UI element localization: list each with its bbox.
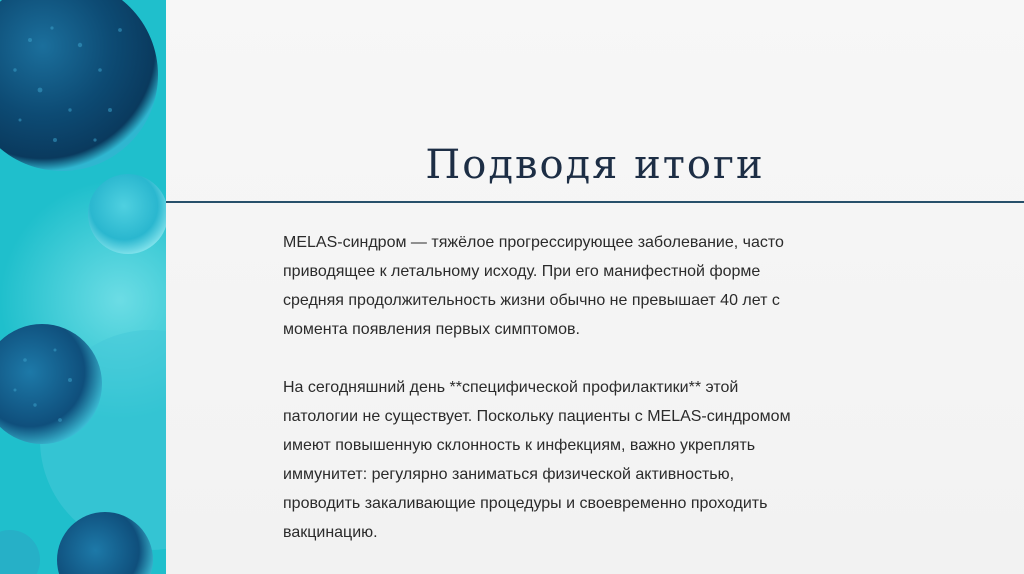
title-divider	[166, 201, 1024, 203]
title-area	[166, 120, 1024, 202]
cell-small-bright	[88, 174, 166, 254]
slide-body	[283, 228, 923, 547]
body-paragraph-2: На сегодняшний день **специфической профилактики** этой патологии не существует. Поскольку пациенты с MELAS-синдромом имеют повышенную склонность к инфекциям, важно укреплять иммунитет: регулярно заниматься физической активностью, проводить закаливающие процедуры и своевременно проходить вакцинацию.	[283, 379, 791, 541]
body-paragraph-1: MELAS-синдром — тяжёлое прогрессирующее заболевание, часто приводящее к летальному исходу. При его манифестной форме средняя продолжительность жизни обычно не превышает 40 лет с момента появления первых симптомов.	[283, 234, 784, 338]
slide-title: Подводя итоги	[425, 142, 765, 188]
microbe-cells-decoration	[0, 0, 166, 574]
cells-illustration	[0, 0, 166, 574]
